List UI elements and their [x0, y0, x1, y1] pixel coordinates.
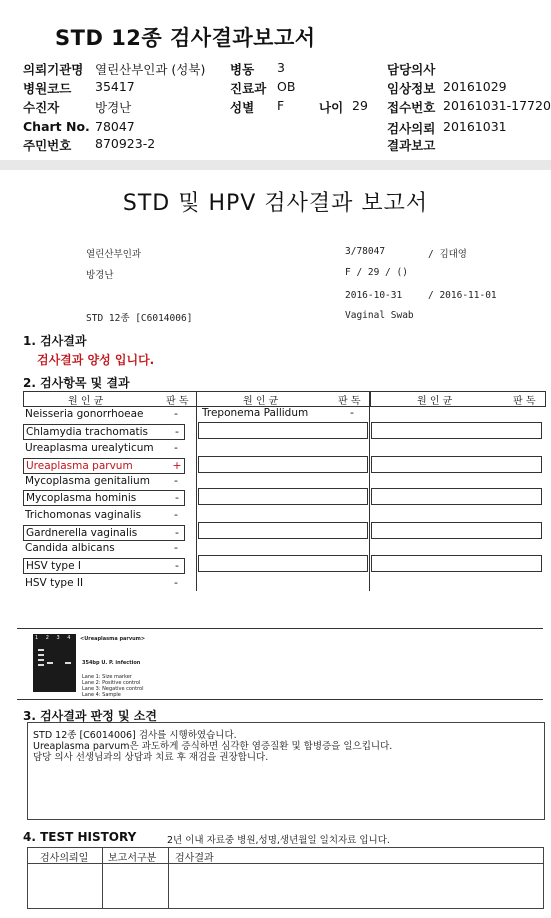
label-report: 결과보고	[387, 138, 436, 153]
header-title: STD 12종 검사결과보고서	[55, 26, 316, 50]
pathogen-name: Ureaplasma parvum	[26, 460, 133, 472]
label-ward: 병동	[230, 62, 255, 77]
empty-cell	[371, 522, 542, 539]
comment-line-2: Ureaplasma parvum은 과도하게 증식하면 심각한 염증질환 및 합병증을 일으킵니다.	[33, 741, 393, 752]
list-item	[23, 407, 183, 421]
pathogen-result: -	[174, 576, 178, 589]
info-sex-age: F / 29 / ()	[345, 267, 408, 278]
col-header-judge: 판 독	[166, 396, 189, 407]
col-header-pathogen: 원 인 균	[417, 396, 453, 407]
history-note: 2년 이내 자료중 병원,성명,생년월일 일치자료 입니다.	[167, 835, 390, 846]
gel-lane-numbers: 1 2 3 4	[35, 635, 74, 641]
comment-line-3: 담당 의사 선생님과의 상담과 치료 후 재검을 권장합니다.	[33, 752, 269, 763]
list-item	[23, 474, 183, 488]
pathogen-name: Chlamydia trachomatis	[26, 426, 149, 438]
col-header-3	[370, 391, 546, 407]
pathogen-result: -	[175, 559, 179, 572]
pathogen-name: Neisseria gonorrhoeae	[25, 408, 144, 420]
col-header-judge: 판 독	[338, 396, 361, 407]
info-test: STD 12종 [C6014006]	[86, 313, 193, 324]
column-separator	[196, 405, 197, 591]
column-separator	[369, 405, 370, 591]
pathogen-result: -	[174, 508, 178, 521]
list-item-positive	[23, 458, 185, 474]
gel-band	[38, 649, 44, 651]
gel-legend-4: Lane 4: Sample	[82, 692, 121, 698]
empty-cell	[198, 422, 368, 439]
history-col-result: 검사결과	[175, 853, 214, 864]
value-clinic: 열린산부인과 (성북)	[95, 62, 206, 77]
pathogen-name: Gardnerella vaginalis	[26, 527, 138, 539]
list-item	[23, 558, 185, 574]
col-header-1	[23, 391, 197, 407]
pathogen-name: Mycoplasma genitalium	[25, 475, 150, 487]
comment-line-1: STD 12종 [C6014006] 검사를 시행하였습니다.	[33, 730, 237, 741]
gel-electrophoresis-image	[33, 634, 76, 692]
list-item	[23, 576, 183, 590]
empty-cell	[198, 488, 368, 505]
value-hospital-code: 35417	[95, 79, 135, 94]
value-receipt-no: 20161031-17720	[443, 98, 551, 113]
pathogen-result: -	[174, 407, 178, 420]
label-request-date: 검사의뢰	[387, 121, 436, 136]
value-ward: 3	[277, 60, 285, 75]
gel-top-border	[17, 628, 543, 629]
empty-cell	[198, 522, 368, 539]
pathogen-name: Ureaplasma urealyticum	[25, 442, 154, 454]
label-doctor: 담당의사	[387, 62, 436, 77]
pathogen-result: -	[174, 474, 178, 487]
col-header-pathogen: 원 인 균	[68, 396, 104, 407]
value-resident-no: 870923-2	[95, 136, 156, 151]
label-department: 진료과	[230, 81, 267, 96]
section1-result: 검사결과 양성 입니다.	[37, 353, 155, 367]
section4-title: 4. TEST HISTORY	[23, 830, 137, 844]
gel-legend-1: Lane 1: Size marker	[82, 674, 132, 680]
pathogen-result-col2: -	[350, 406, 354, 419]
pathogen-name: HSV type I	[26, 560, 81, 572]
col-header-2	[196, 391, 370, 407]
pathogen-result: +	[172, 459, 182, 472]
pathogen-result: -	[174, 541, 178, 554]
value-request-date: 20161031	[443, 119, 507, 134]
gel-band	[47, 662, 53, 664]
section1-title: 1. 검사결과	[23, 334, 87, 348]
label-age: 나이	[319, 100, 344, 115]
section3-title: 3. 검사결과 판정 및 소견	[23, 709, 157, 723]
report-title: STD 및 HPV 검사결과 보고서	[122, 191, 429, 216]
pathogen-name: Trichomonas vaginalis	[25, 509, 142, 521]
label-sex: 성별	[230, 100, 255, 115]
gel-title: <Ureaplasma parvum>	[80, 636, 146, 642]
value-patient: 방경난	[95, 100, 132, 115]
info-clinic: 열린산부인과	[86, 249, 142, 260]
list-item	[23, 508, 183, 522]
list-item	[23, 424, 185, 440]
pathogen-result: -	[175, 491, 179, 504]
gel-band	[38, 659, 44, 661]
value-chart-no: 78047	[95, 119, 135, 134]
history-col-divider	[168, 848, 169, 908]
value-clinical-info: 20161029	[443, 79, 507, 94]
label-hospital-code: 병원코드	[23, 81, 72, 96]
pathogen-result: -	[175, 526, 179, 539]
empty-cell	[371, 422, 542, 439]
label-patient: 수진자	[23, 100, 60, 115]
info-date-received: 2016-10-31	[345, 290, 403, 301]
history-header-divider	[28, 863, 543, 864]
list-item	[23, 541, 183, 555]
pathogen-result: -	[174, 441, 178, 454]
empty-cell	[371, 456, 542, 473]
history-col-date: 검사의뢰일	[40, 853, 89, 864]
empty-cell	[371, 488, 542, 505]
label-resident-no: 주민번호	[23, 138, 72, 153]
col-header-judge: 판 독	[513, 396, 536, 407]
gel-legend-2: Lane 2: Positive control	[82, 680, 141, 686]
pathogen-name-col2: Treponema Pallidum	[202, 407, 309, 419]
pathogen-result: -	[175, 425, 179, 438]
pathogen-name: Mycoplasma hominis	[26, 492, 137, 504]
value-sex: F	[277, 98, 285, 113]
pathogen-name: Candida albicans	[25, 542, 115, 554]
value-department: OB	[277, 79, 296, 94]
section2-title: 2. 검사항목 및 결과	[23, 376, 130, 390]
history-col-type: 보고서구분	[108, 853, 157, 864]
gel-marker-label: 354bp U. P. infection	[82, 660, 141, 666]
list-item	[23, 490, 185, 506]
info-specimen: Vaginal Swab	[345, 310, 414, 321]
history-table	[27, 847, 544, 909]
pathogen-name: HSV type II	[25, 577, 84, 589]
list-item	[23, 441, 183, 455]
gel-band	[65, 662, 71, 664]
info-patient: 방경난	[86, 270, 114, 281]
page-divider	[0, 160, 551, 170]
label-chart-no: Chart No.	[23, 119, 90, 134]
empty-cell	[371, 555, 542, 572]
list-item	[23, 525, 185, 541]
value-age: 29	[352, 98, 368, 113]
label-clinical-info: 임상정보	[387, 81, 436, 96]
label-receipt-no: 접수번호	[387, 100, 436, 115]
gel-band	[38, 664, 44, 666]
empty-cell	[198, 555, 368, 572]
gel-legend-3: Lane 3: Negative control	[82, 686, 144, 692]
gel-band	[38, 654, 44, 656]
empty-cell	[198, 456, 368, 473]
col-header-pathogen: 원 인 균	[243, 396, 279, 407]
info-chart: 3/78047	[345, 246, 386, 257]
label-clinic: 의뢰기관명	[23, 62, 84, 77]
gel-bottom-border	[17, 699, 543, 700]
history-col-divider	[102, 848, 103, 908]
info-doctor: / 김대영	[428, 249, 467, 260]
info-date-reported: / 2016-11-01	[428, 290, 497, 301]
